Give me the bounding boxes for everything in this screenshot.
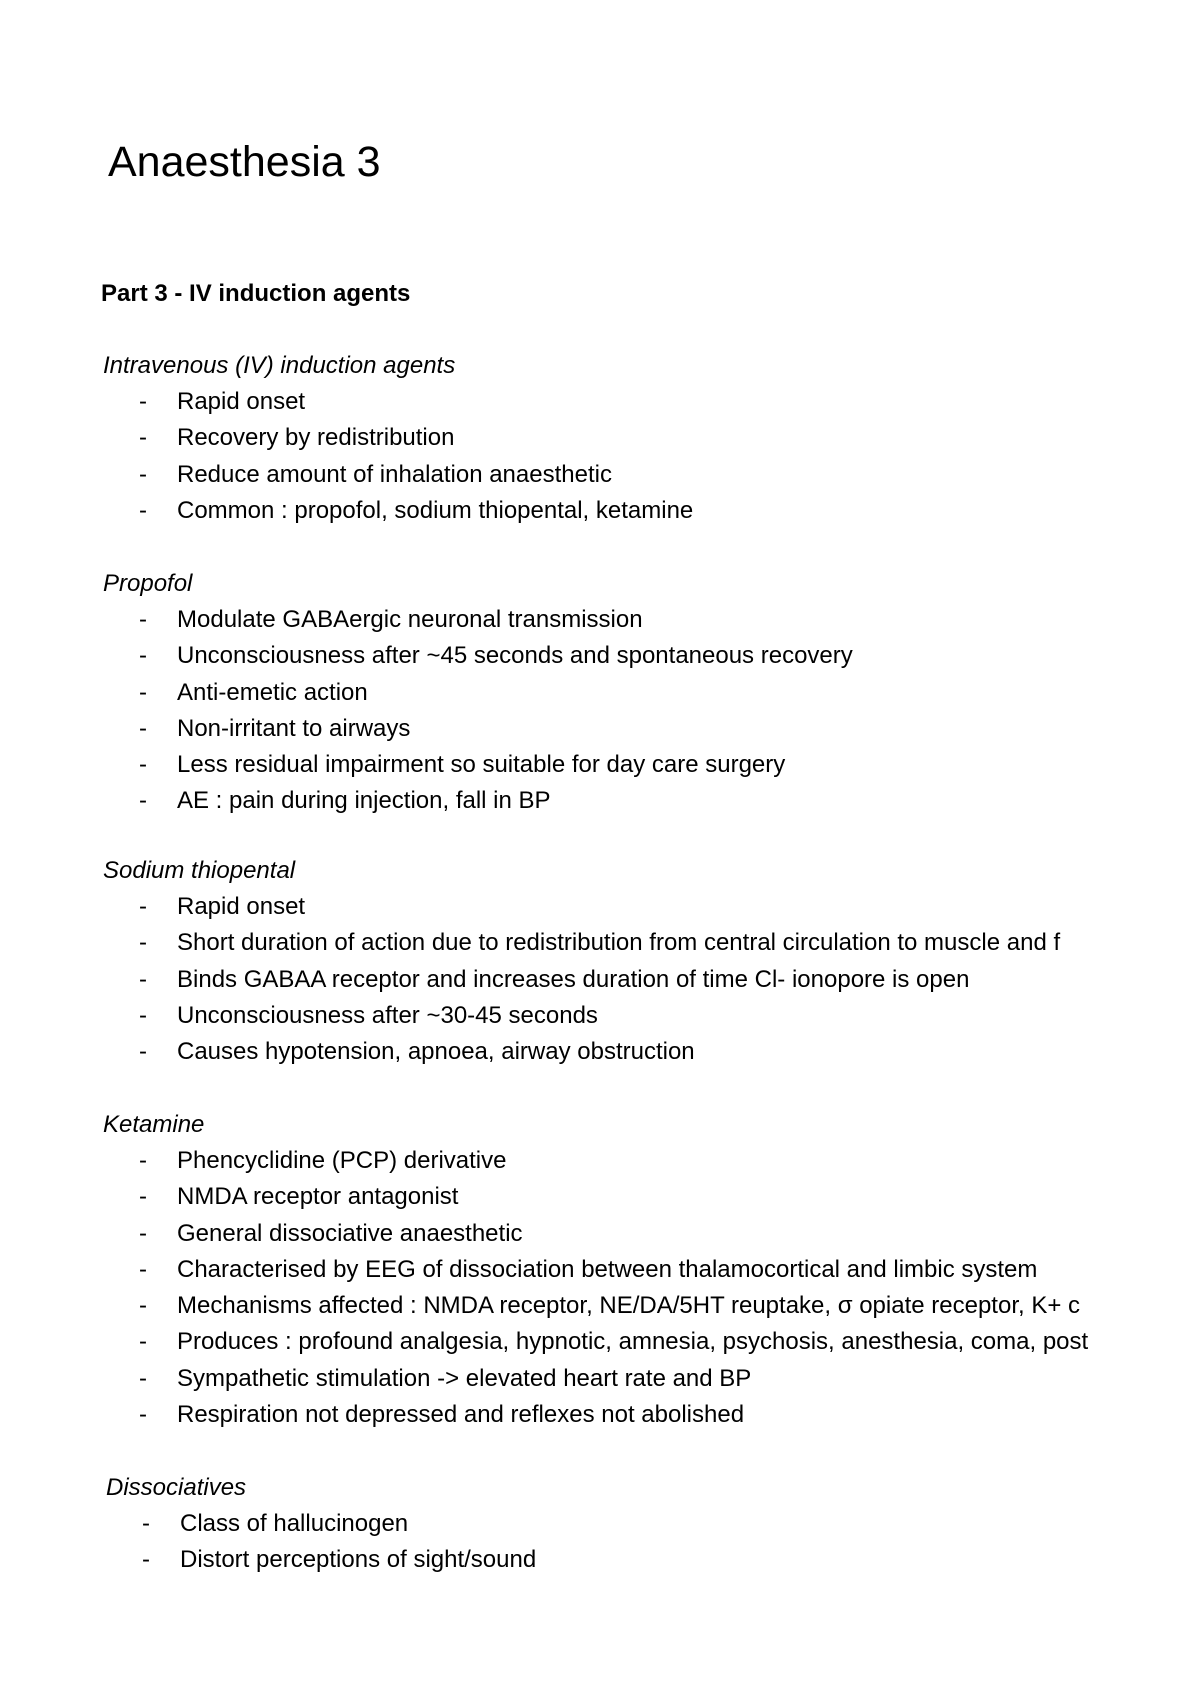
list-item [103,962,970,998]
list-item [103,493,694,529]
list-item-text: Sympathetic stimulation -> elevated heart rate and BP [177,1364,752,1392]
bullet-dash: - [139,893,147,920]
list-item [103,1216,523,1252]
section-heading: Dissociatives [106,1474,247,1501]
list-item-text: Binds GABAA receptor and increases duration of time Cl- ionopore is open [177,965,970,993]
list-item-text: Characterised by EEG of dissociation between thalamocortical and limbic system [177,1255,1038,1283]
bullet-dash: - [139,1001,147,1029]
list-item-text: Mechanisms affected : NMDA receptor, NE/DA/5HT reuptake, σ opiate receptor, K+ c [177,1292,1081,1320]
list-item-text: Causes hypotension, apnoea, airway obstruction [177,1038,695,1066]
list-item [103,638,853,674]
list-item-text: AE : pain during injection, fall in BP [177,787,551,815]
bullet-dash: - [139,678,147,706]
bullet-dash: - [139,1255,147,1283]
list-item [103,747,786,783]
bullet-list [103,889,1061,1070]
bullet-dash: - [139,787,147,815]
list-item [103,711,411,747]
bullet-dash: - [139,965,147,993]
list-item-text: Distort perceptions of sight/sound [180,1546,537,1574]
list-item [103,1397,745,1433]
section-sodium-thiopental [103,853,1061,1070]
list-item [103,1288,1081,1324]
section-propofol [103,566,853,820]
list-item-text: NMDA receptor antagonist [177,1183,459,1211]
list-item [106,1506,409,1542]
bullet-dash: - [139,1292,147,1320]
bullet-dash: - [139,642,147,670]
list-item-text: Anti-emetic action [177,678,368,706]
bullet-dash: - [139,424,147,452]
bullet-dash: - [139,1183,147,1211]
list-item [103,889,306,925]
bullet-dash: - [139,1219,147,1247]
section-dissociatives [106,1470,537,1579]
list-item [103,384,455,420]
section-iv-induction-agents [103,348,694,529]
bullet-dash: - [142,1546,150,1574]
bullet-dash: - [139,606,147,633]
list-item-text: Respiration not depressed and reflexes not abolished [177,1401,745,1429]
bullet-dash: - [139,1038,147,1066]
list-item-text: Common : propofol, sodium thiopental, ketamine [177,496,694,524]
bullet-dash: - [139,929,147,957]
list-item-text: Non-irritant to airways [177,714,411,742]
list-item [103,602,643,638]
bullet-dash: - [139,1364,147,1392]
list-item-text: Rapid onset [177,388,306,415]
list-item-text: Recovery by redistribution [177,424,455,452]
list-item [103,457,612,493]
list-item [103,998,598,1034]
list-item [103,1034,695,1070]
section-heading: Propofol [103,570,193,597]
document-title: Anaesthesia 3 [108,138,381,186]
list-item [103,675,368,711]
bullet-dash: - [139,714,147,742]
list-item-text: Phencyclidine (PCP) derivative [177,1147,507,1174]
list-item-text: Rapid onset [177,893,306,920]
list-item-text: Produces : profound analgesia, hypnotic, amnesia, psychosis, anesthesia, coma, post [177,1328,1089,1356]
list-item [103,1143,507,1179]
list-item [106,1542,537,1578]
list-item-text: Less residual impairment so suitable for day care surgery [177,751,786,779]
list-item-text: Modulate GABAergic neuronal transmission [177,606,643,633]
bullet-dash: - [139,1401,147,1429]
part-heading: Part 3 - IV induction agents [101,280,411,307]
bullet-dash: - [142,1510,150,1537]
list-item [103,1252,1038,1288]
list-item-text: Reduce amount of inhalation anaesthetic [177,460,612,488]
section-heading: Sodium thiopental [103,857,296,884]
bullet-dash: - [139,496,147,524]
bullet-list [103,1143,1089,1433]
bullet-list [103,602,853,820]
list-item-text: Class of hallucinogen [180,1510,409,1537]
list-item [103,925,1061,961]
list-item [103,1361,752,1397]
list-item [103,1324,1089,1360]
bullet-list [103,384,694,529]
list-item-text: Unconsciousness after ~30-45 seconds [177,1001,598,1029]
bullet-list [106,1506,537,1579]
bullet-dash: - [139,1147,147,1174]
list-item-text: Short duration of action due to redistribution from central circulation to muscle and f [177,929,1061,957]
list-item-text: Unconsciousness after ~45 seconds and spontaneous recovery [177,642,853,670]
section-heading: Intravenous (IV) induction agents [103,352,456,379]
bullet-dash: - [139,751,147,779]
list-item-text: General dissociative anaesthetic [177,1219,523,1247]
bullet-dash: - [139,1328,147,1356]
list-item [103,783,551,819]
section-heading: Ketamine [103,1111,205,1138]
bullet-dash: - [139,388,147,415]
bullet-dash: - [139,460,147,488]
section-ketamine [103,1107,1089,1433]
list-item [103,1179,459,1215]
list-item [103,420,455,456]
